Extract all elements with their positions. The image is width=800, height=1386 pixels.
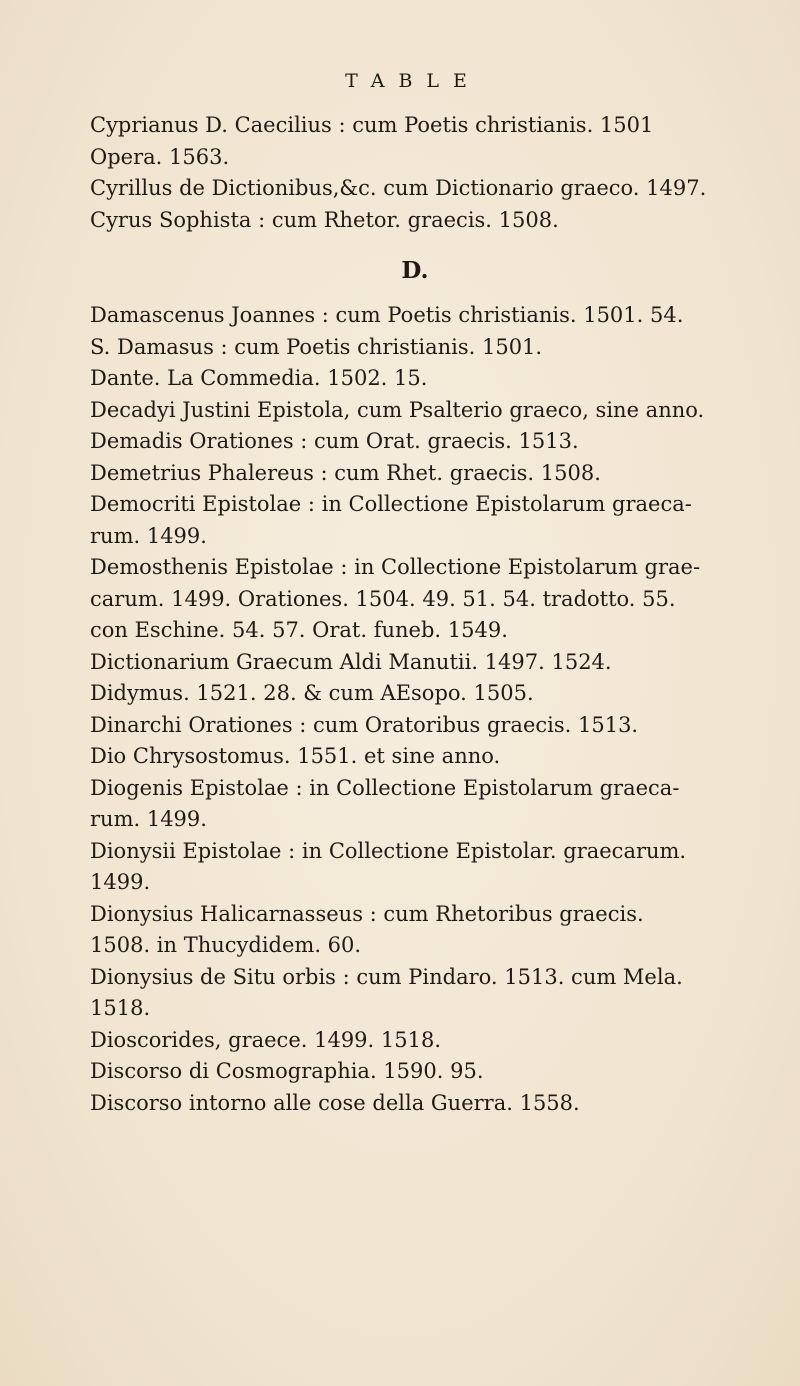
index-entry <box>0 1056 708 1088</box>
entry-line: Dioscorides, graece. 1499. 1518. <box>90 1027 442 1052</box>
index-entry <box>0 173 708 205</box>
entry-line: Cyrus Sophista : cum Rhetor. graecis. 1508. <box>90 207 559 232</box>
index-entry <box>0 741 708 773</box>
entry-line: Dionysii Epistolae : in Collectione Epistolar. graecarum. <box>90 838 687 863</box>
entry-line: S. Damasus : cum Poetis christianis. 1501. <box>90 334 543 359</box>
entry-line: Demetrius Phalereus : cum Rhet. graecis. 1508. <box>90 460 601 485</box>
index-entry <box>0 426 708 458</box>
entry-line: con Eschine. 54. 57. Orat. funeb. 1549. <box>90 618 508 642</box>
index-entry <box>0 110 708 173</box>
entry-line: Demosthenis Epistolae : in Collectione Epistolarum grae- <box>90 555 701 579</box>
entry-line: carum. 1499. Orationes. 1504. 49. 51. 54. tradotto. 55. <box>90 586 676 611</box>
entry-line: 1508. in Thucydidem. 60. <box>90 933 362 957</box>
entry-line: Damascenus Joannes : cum Poetis christianis. 1501. 54. <box>90 303 684 327</box>
entry-line: Dionysius de Situ orbis : cum Pindaro. 1513. cum Mela. <box>90 964 683 989</box>
entry-line: Decadyi Justini Epistola, cum Psalterio graeco, sine anno. <box>90 397 705 422</box>
index-entry <box>0 1088 708 1120</box>
entry-line: Democriti Epistolae : in Collectione Epistolarum graeca- <box>90 492 692 516</box>
section-letter: D. <box>401 257 429 284</box>
entry-line: Dante. La Commedia. 1502. 15. <box>90 366 428 390</box>
index-entry <box>0 836 708 899</box>
entry-line: Didymus. 1521. 28. & cum AEsopo. 1505. <box>90 681 534 705</box>
index-entry <box>0 678 708 710</box>
entry-line: rum. 1499. <box>90 807 207 831</box>
entry-line: Dinarchi Orationes : cum Oratoribus graecis. 1513. <box>90 712 639 737</box>
entry-line: Dictionarium Graecum Aldi Manutii. 1497. 1524. <box>90 649 612 674</box>
entry-line: rum. 1499. <box>90 523 207 548</box>
entries-c <box>0 110 800 236</box>
entry-line: Cyprianus D. Caecilius : cum Poetis christianis. 1501 <box>90 113 654 137</box>
entry-line: 1499. <box>90 870 151 894</box>
entry-line: Diogenis Epistolae : in Collectione Epistolarum graeca- <box>90 775 680 800</box>
index-entry <box>0 647 708 679</box>
running-head: TABLE <box>345 70 481 92</box>
index-entry <box>0 773 708 836</box>
entry-line: 1518. <box>90 996 151 1020</box>
index-entry <box>0 205 708 237</box>
entry-line: Discorso di Cosmographia. 1590. 95. <box>90 1059 484 1083</box>
index-entry <box>0 300 708 332</box>
entry-line: Cyrillus de Dictionibus,&c. cum Dictionario graeco. 1497. <box>90 176 707 200</box>
index-entry <box>0 363 708 395</box>
entry-line: Discorso intorno alle cose della Guerra. 1558. <box>90 1090 580 1115</box>
index-entry <box>0 710 708 742</box>
index-entry <box>0 458 708 490</box>
entry-line: Dio Chrysostomus. 1551. et sine anno. <box>90 744 501 768</box>
index-entry <box>0 962 708 1025</box>
index-entry <box>0 552 708 647</box>
index-entry <box>0 899 708 962</box>
index-entry <box>0 489 708 552</box>
entry-line: Dionysius Halicarnasseus : cum Rhetoribus graecis. <box>90 901 644 926</box>
entries-d <box>0 300 800 1119</box>
entry-line: Demadis Orationes : cum Orat. graecis. 1513. <box>90 429 579 453</box>
entry-line: Opera. 1563. <box>90 144 230 169</box>
index-entry <box>0 1025 708 1057</box>
index-entry <box>0 332 708 364</box>
index-entry <box>0 395 708 427</box>
